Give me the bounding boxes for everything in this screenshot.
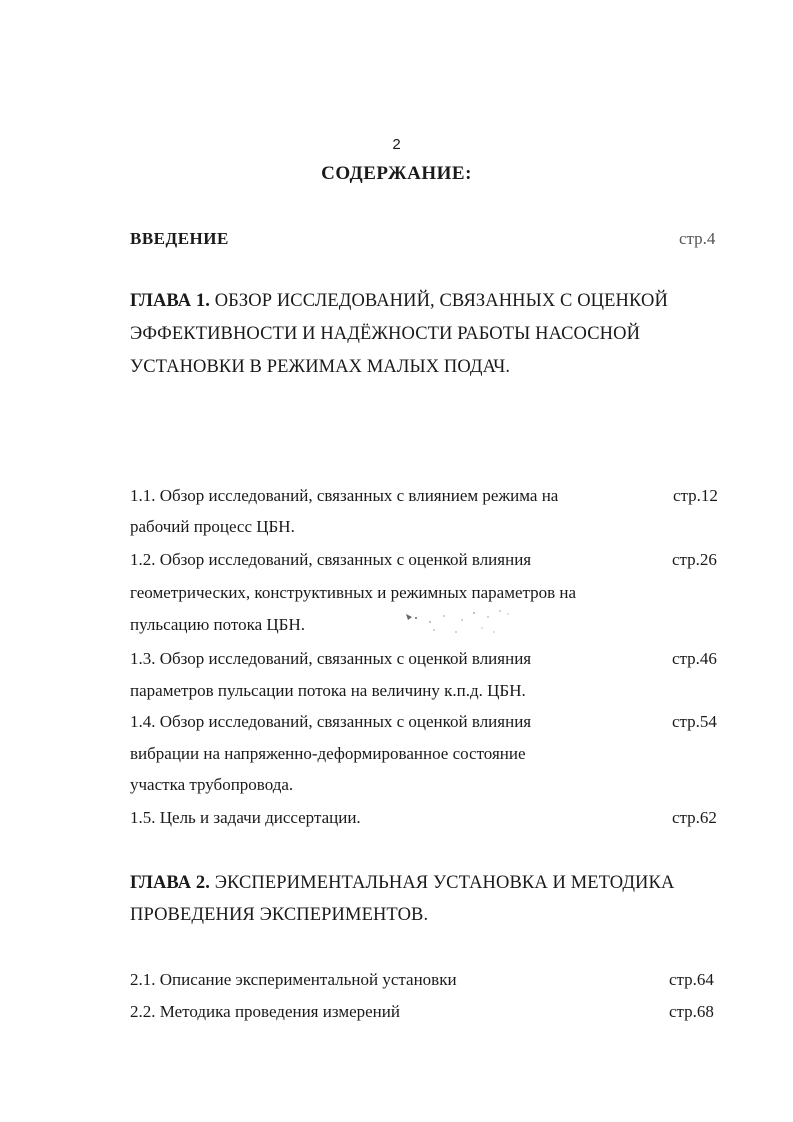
toc-entry-1-1-line-2: рабочий процесс ЦБН.	[130, 517, 295, 536]
page-title: СОДЕРЖАНИЕ:	[321, 163, 472, 184]
chapter-1-line-2: ЭФФЕКТИВНОСТИ И НАДЁЖНОСТИ РАБОТЫ НАСОСНОЙ	[130, 324, 641, 344]
toc-entry-1-3-line-1: 1.3. Обзор исследований, связанных с оценкой влияния	[130, 649, 532, 668]
toc-entry-1-4-line-2: вибрации на напряженно-деформированное состояние	[130, 744, 526, 763]
toc-entry-1-4-line-3: участка трубопровода.	[130, 775, 294, 794]
chapter-2-line-1	[130, 867, 674, 900]
toc-entry-1-1-line-1: 1.1. Обзор исследований, связанных с влиянием режима на	[130, 486, 559, 505]
introduction-label: ВВЕДЕНИЕ	[130, 229, 229, 248]
toc-entry-1-5-page: стр.62	[672, 808, 717, 827]
chapter-1-title-part: ОБЗОР ИССЛЕДОВАНИЙ, СВЯЗАННЫХ С ОЦЕНКОЙ	[214, 291, 668, 311]
toc-entry-2-1-page: стр.64	[669, 970, 714, 989]
toc-entry-2-2-page: стр.68	[669, 1002, 714, 1021]
toc-entry-1-4-line-1: 1.4. Обзор исследований, связанных с оценкой влияния	[130, 712, 532, 731]
toc-entry-2-2-line-1: 2.2. Методика проведения измерений	[130, 1002, 400, 1021]
toc-entry-1-5-line-1: 1.5. Цель и задачи диссертации.	[130, 808, 361, 827]
chapter-1-label: ГЛАВА 1.	[130, 291, 210, 311]
toc-entry-2-1-line-1: 2.1. Описание экспериментальной установки	[130, 970, 457, 989]
toc-entry-1-3-line-2: параметров пульсации потока на величину к.п.д. ЦБН.	[130, 681, 526, 700]
page-number: 2	[392, 136, 401, 153]
toc-entry-1-1-page: стр.12	[673, 486, 718, 505]
chapter-1-line-1	[130, 285, 668, 318]
scan-noise	[404, 608, 524, 638]
toc-entry-1-2-page: стр.26	[672, 550, 717, 569]
chapter-2-line-2: ПРОВЕДЕНИЯ ЭКСПЕРИМЕНТОВ.	[130, 905, 429, 925]
chapter-2-label: ГЛАВА 2.	[130, 873, 210, 893]
toc-entry-1-4-page: стр.54	[672, 712, 717, 731]
introduction-page: стр.4	[679, 229, 716, 248]
toc-entry-1-2-line-2: геометрических, конструктивных и режимных параметров на	[130, 583, 577, 602]
chapter-2-title-part: ЭКСПЕРИМЕНТАЛЬНАЯ УСТАНОВКА И МЕТОДИКА	[214, 873, 675, 893]
toc-entry-1-2-line-1: 1.2. Обзор исследований, связанных с оценкой влияния	[130, 550, 532, 569]
chapter-1-line-3: УСТАНОВКИ В РЕЖИМАХ МАЛЫХ ПОДАЧ.	[130, 357, 511, 377]
toc-entry-1-3-page: стр.46	[672, 649, 717, 668]
toc-entry-1-2-line-3: пульсацию потока ЦБН.	[130, 615, 305, 634]
